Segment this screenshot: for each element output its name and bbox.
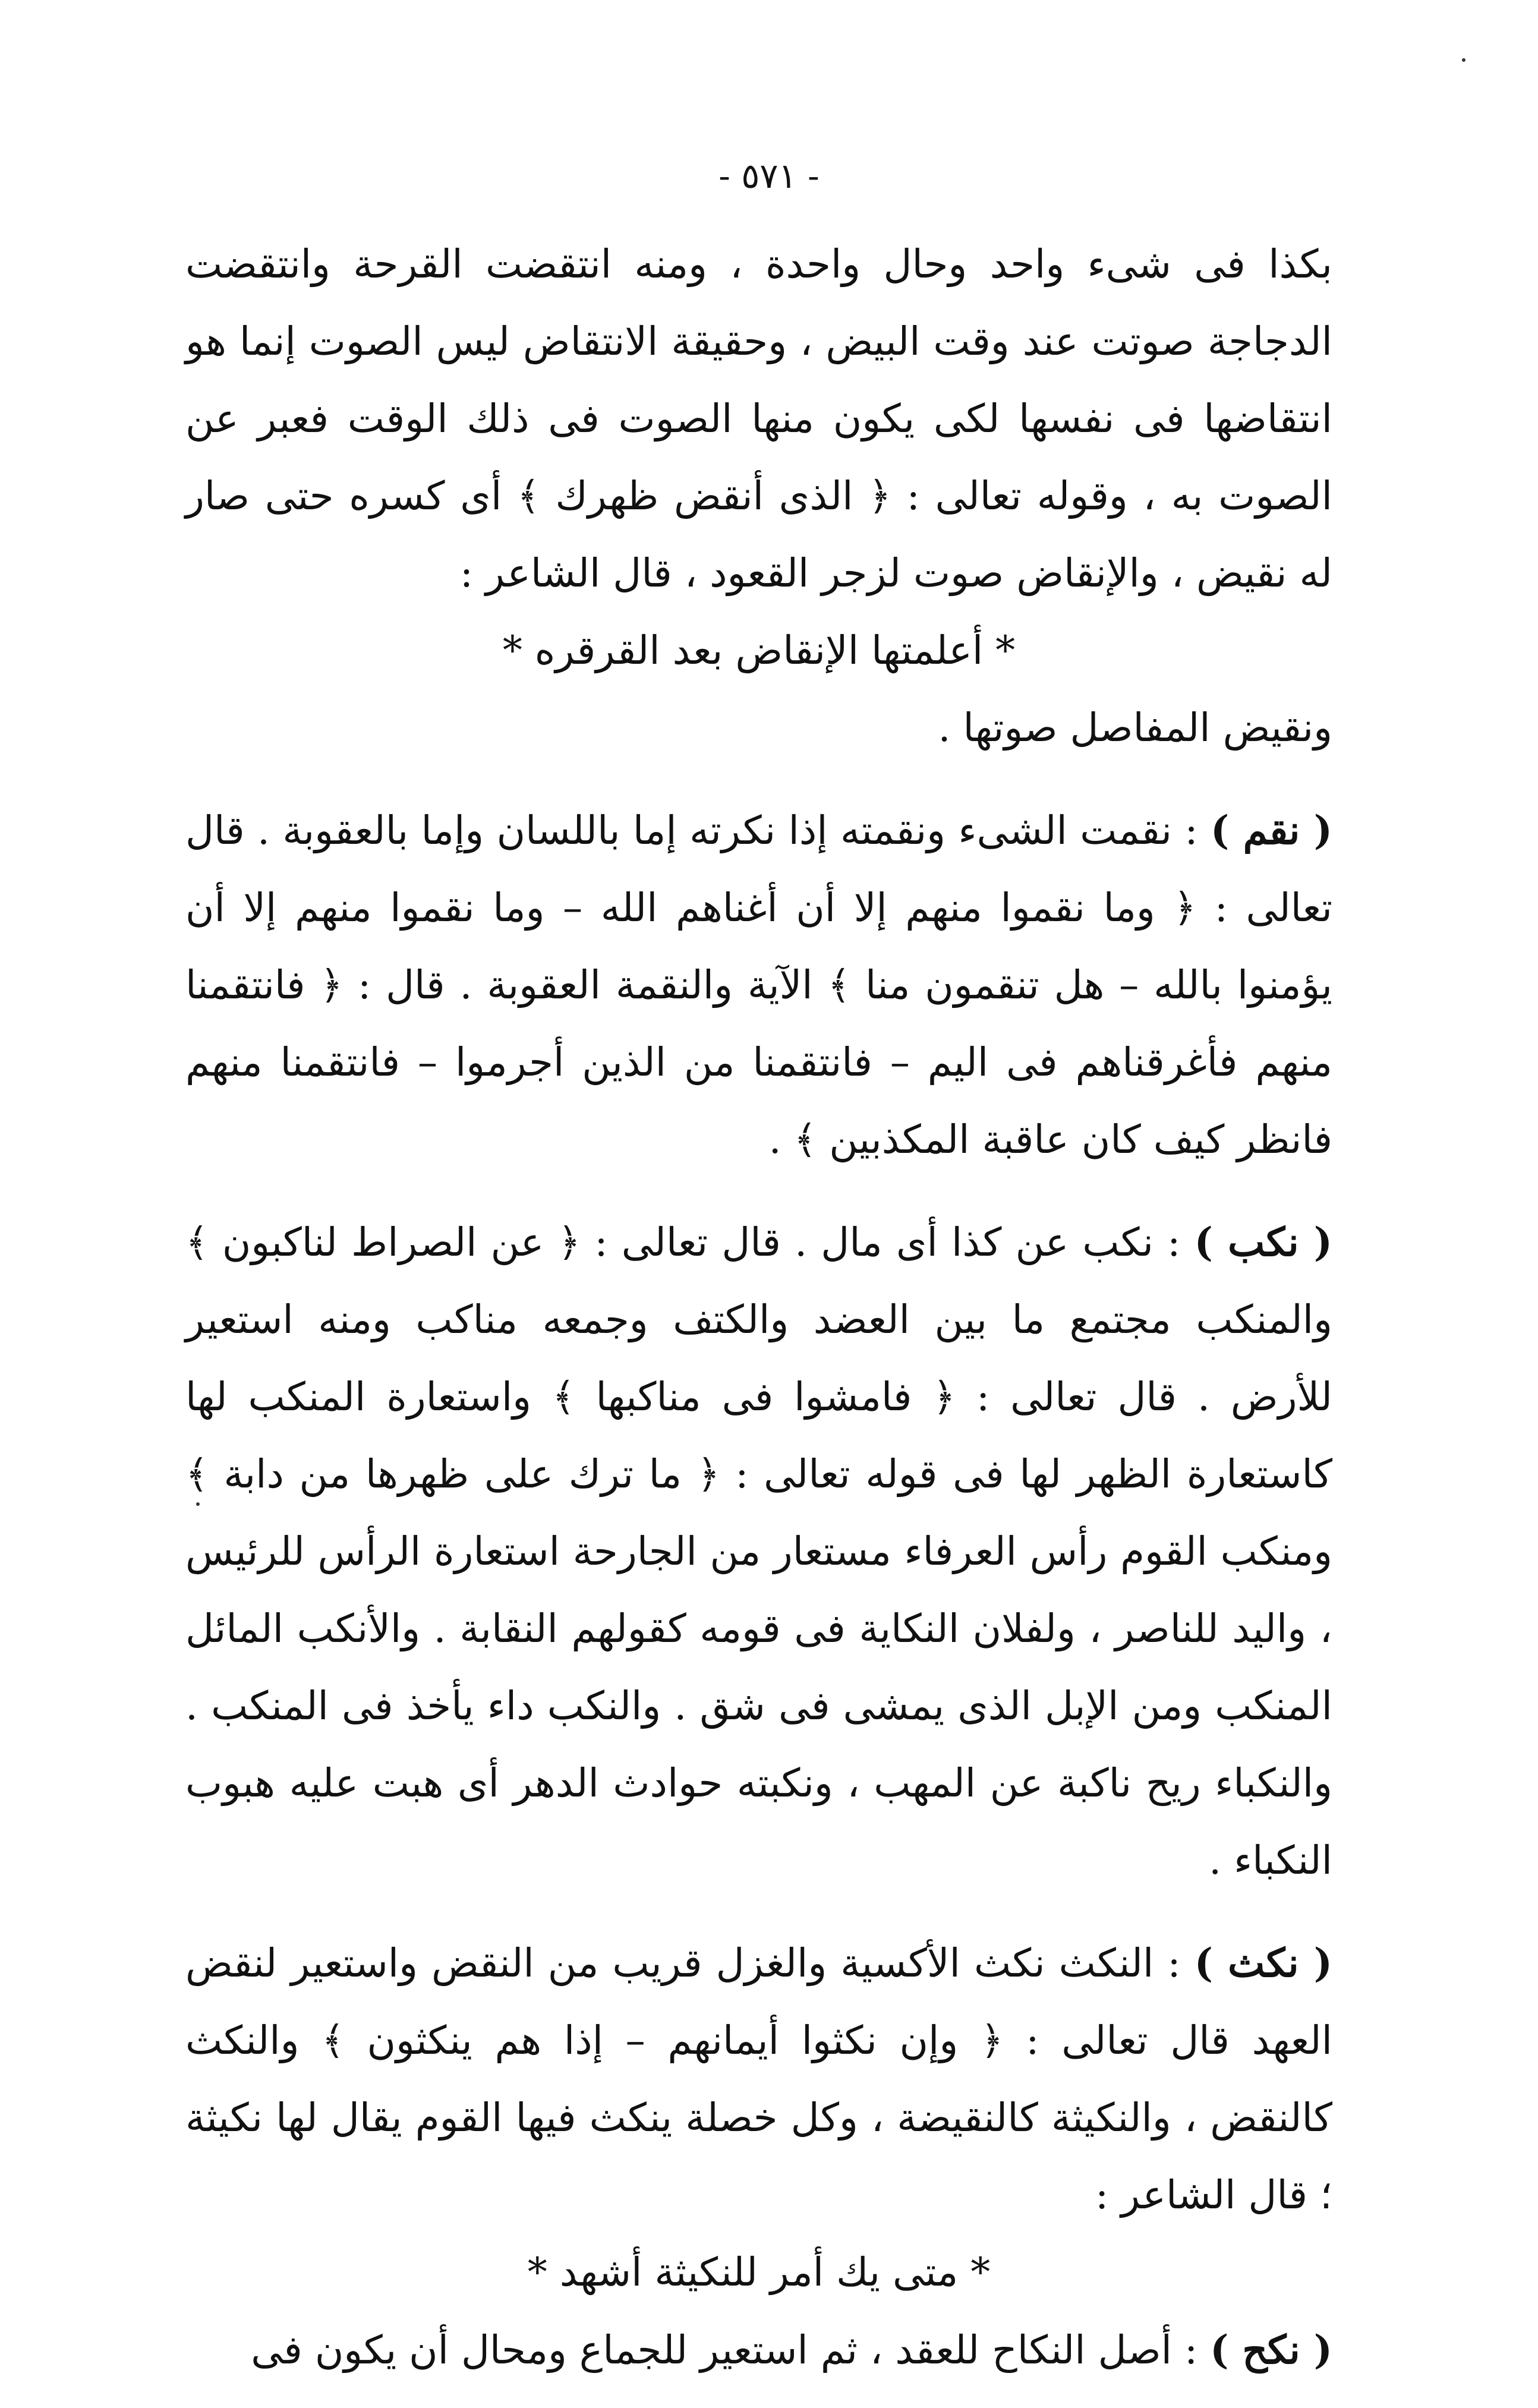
entry-text: : أصل النكاح للعقد ، ثم استعير للجماع ومحال أن يكون فى xyxy=(251,2327,1211,2373)
scan-speck xyxy=(196,1502,200,1506)
entry-nakatha xyxy=(185,1924,1332,2234)
paragraph-continuation: ونقيض المفاصل صوتها . xyxy=(938,705,1332,751)
entry-heading: ( نكب ) xyxy=(1194,1219,1332,1265)
verse-line: * متى يك أمر للنكيثة أشهد * xyxy=(527,2249,991,2295)
page-number: - ٥٧١ - xyxy=(718,156,820,196)
entry-text: : نكب عن كذا أى مال . قال تعالى : ﴿ عن الصراط لناكبون ﴾ والمنكب مجتمع ما بين العضد والكتف وجمعه مناكب ومنه استعير للأرض . قال تعالى : ﴿ فامشوا فى مناكبها ﴾ واستعارة المنكب لها كاستعارة الظهر لها فى قوله تعالى : ﴿ ما ترك على ظهرها من دابة ﴾ ومنكب القوم رأس العرفاء مستعار من الجارحة استعارة الرأس للرئيس ، واليد للناصر ، ولفلان النكاية فى قومه كقولهم النقابة . والأنكب المائل المنكب ومن الإبل الذى يمشى فى شق . والنكب داء يأخذ فى المنكب . والنكباء ريح ناكبة عن المهب ، ونكبته حوادث الدهر أى هبت عليه هبوب النكباء . xyxy=(185,1219,1332,1883)
entry-text: : النكث نكث الأكسية والغزل قريب من النقض واستعير لنقض العهد قال تعالى : ﴿ وإن نكثوا أيمانهم – إذا هم ينكثون ﴾ والنكث كالنقض ، والنكيثة كالنقيضة ، وكل خصلة ينكث فيها القوم يقال لها نكيثة ؛ قال الشاعر : xyxy=(185,1940,1332,2218)
entry-heading: ( نكث ) xyxy=(1194,1940,1332,1986)
paragraph-intro: بكذا فى شىء واحد وحال واحدة ، ومنه انتقضت القرحة وانتقضت الدجاجة صوتت عند وقت البيض ، وحقيقة الانتقاض ليس الصوت إنما هو انتقاضها فى نفسها لكى يكون منها الصوت فى ذلك الوقت فعبر عن الصوت به ، وقوله تعالى : ﴿ الذى أنقض ظهرك ﴾ أى كسره حتى صار له نقيض ، والإنقاض صوت لزجر القعود ، قال الشاعر : xyxy=(185,241,1332,596)
verse-line: * أعلمتها الإنقاض بعد القرقره * xyxy=(502,628,1016,673)
entry-heading: ( نكح ) xyxy=(1210,2327,1332,2373)
scan-speck xyxy=(1462,58,1465,62)
entry-nakaha xyxy=(185,2311,1332,2389)
entry-heading: ( نقم ) xyxy=(1211,807,1332,853)
entry-naqama xyxy=(185,792,1332,1178)
entry-nakaba xyxy=(185,1203,1332,1899)
entry-text: : نقمت الشىء ونقمته إذا نكرته إما باللسان وإما بالعقوبة . قال تعالى : ﴿ وما نقموا منهم إلا أن أغناهم الله – وما نقموا منهم إلا أن يؤمنوا بالله – هل تنقمون منا ﴾ الآية والنقمة العقوبة . قال : ﴿ فانتقمنا منهم فأغرقناهم فى اليم – فانتقمنا من الذين أجرموا – فانتقمنا منهم فانظر كيف كان عاقبة المكذبين ﴾ . xyxy=(185,808,1332,1162)
page-body xyxy=(185,226,1332,2389)
